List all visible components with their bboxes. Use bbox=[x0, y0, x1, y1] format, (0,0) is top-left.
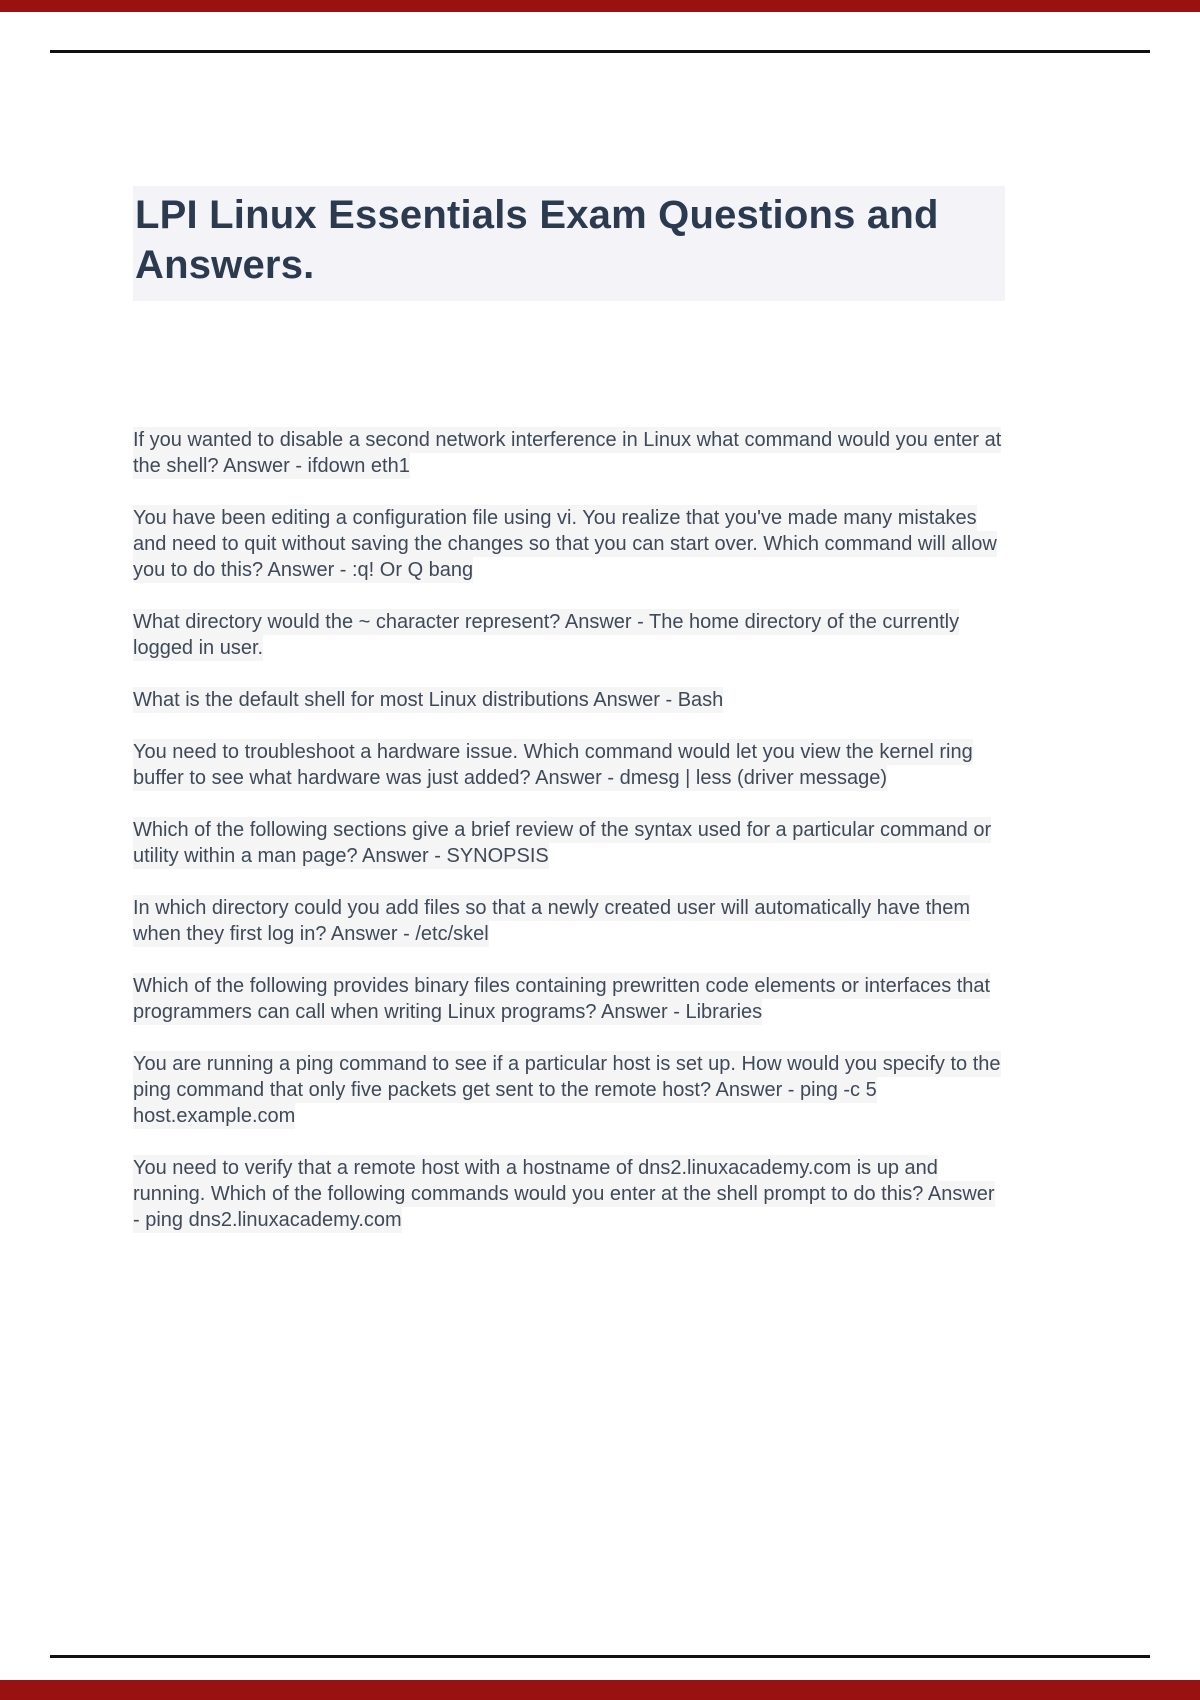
qa-paragraph bbox=[133, 609, 1005, 661]
qa-text: In which directory could you add files so that a newly created user will automatically have them when they first log in? Answer - /etc/skel bbox=[133, 896, 971, 945]
qa-text: Which of the following provides binary files containing prewritten code elements or interfaces that programmers can call when writing Linux programs? Answer - Libraries bbox=[133, 974, 991, 1023]
qa-paragraph bbox=[133, 739, 1005, 791]
bottom-rule bbox=[50, 1655, 1150, 1658]
qa-text: Which of the following sections give a brief review of the syntax used for a particular command or utility within a man page? Answer - SYNOPSIS bbox=[133, 818, 992, 867]
qa-paragraph bbox=[133, 427, 1005, 479]
qa-paragraph bbox=[133, 505, 1005, 583]
qa-paragraph bbox=[133, 1051, 1005, 1129]
qa-paragraph bbox=[133, 687, 1005, 713]
document-title: LPI Linux Essentials Exam Questions and Answers. bbox=[133, 186, 1005, 301]
bottom-accent-bar bbox=[0, 1680, 1200, 1700]
qa-text: If you wanted to disable a second network interference in Linux what command would you enter at the shell? Answer - ifdown eth1 bbox=[133, 428, 1002, 477]
qa-text: What is the default shell for most Linux distributions Answer - Bash bbox=[133, 688, 724, 711]
qa-paragraph bbox=[133, 895, 1005, 947]
document-content bbox=[133, 186, 1005, 1259]
top-rule bbox=[50, 50, 1150, 53]
qa-text: You have been editing a configuration file using vi. You realize that you've made many mistakes and need to quit without saving the changes so that you can start over. Which command will allow you to do this? Answer - :q! Or Q bang bbox=[133, 506, 997, 581]
qa-text: You need to verify that a remote host with a hostname of dns2.linuxacademy.com is up and running. Which of the following commands would you enter at the shell prompt to do this? Answer - ping dns2.linuxacademy.com bbox=[133, 1156, 995, 1231]
qa-paragraph bbox=[133, 1155, 1005, 1233]
top-accent-bar bbox=[0, 0, 1200, 12]
qa-paragraph bbox=[133, 973, 1005, 1025]
qa-paragraph bbox=[133, 817, 1005, 869]
qa-text: You are running a ping command to see if a particular host is set up. How would you specify to the ping command that only five packets get sent to the remote host? Answer - ping -c 5 host.example.com bbox=[133, 1052, 1001, 1127]
qa-text: You need to troubleshoot a hardware issue. Which command would let you view the kernel ring buffer to see what hardware was just added? Answer - dmesg | less (driver message) bbox=[133, 740, 973, 789]
qa-text: What directory would the ~ character represent? Answer - The home directory of the currently logged in user. bbox=[133, 610, 960, 659]
title-body-spacer bbox=[133, 301, 1005, 427]
